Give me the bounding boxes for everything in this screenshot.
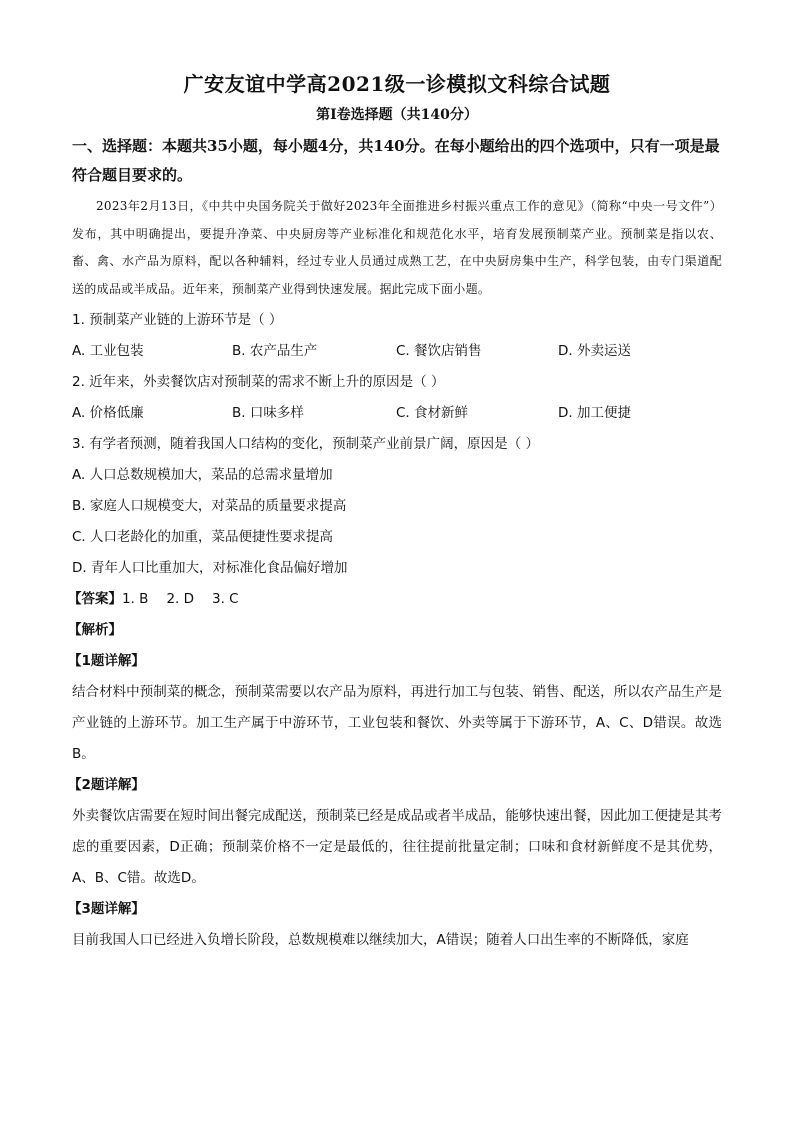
- exam-subtitle: 第Ⅰ卷选择题（共140分）: [316, 107, 478, 123]
- exam-title: 广安友谊中学高2021级一诊模拟文科综合试题: [183, 72, 611, 96]
- option-b: B. 口味多样: [232, 405, 304, 422]
- question-2-options: [72, 398, 722, 429]
- detail-3-tag: 【3题详解】: [68, 901, 145, 918]
- option-b: B. 家庭人口规模变大，对菜品的质量要求提高: [72, 498, 347, 515]
- option-c: C. 食材新鲜: [396, 405, 469, 422]
- answer-item: 1. B: [122, 591, 149, 608]
- option-d: D. 青年人口比重加大，对标准化食品偏好增加: [72, 560, 348, 577]
- section-instructions: 一、选择题：本题共35小题，每小题4分，共140分。在每小题给出的四个选项中，只有一项是最符合题目要求的。: [72, 137, 720, 184]
- answer-item: 3. C: [212, 591, 239, 608]
- option-a: A. 工业包装: [72, 343, 144, 360]
- analysis-tag: 【解析】: [68, 622, 122, 639]
- option-d: D. 加工便捷: [558, 405, 631, 422]
- option-c: C. 餐饮店销售: [396, 343, 482, 360]
- reading-passage: 2023年2月13日，《中共中央国务院关于做好2023年全面推进乡村振兴重点工作的意见》（简称“中央一号文件”）发布，其中明确提出，要提升净菜、中央厨房等产业标准化和规范化水平，培育发展预制菜产业。预制菜是指以农、畜、禽、水产品为原料，配以各种辅料，经过专业人员通过成熟工艺，在中央厨房集中生产，科学包装，由专门渠道配送的成品或半成品。近年来，预制菜产业得到快速发展。据此完成下面小题。: [72, 199, 722, 296]
- answer-tag: 【答案】: [68, 591, 122, 608]
- document-page: [68, 66, 722, 956]
- option-a: A. 人口总数规模加大，菜品的总需求量增加: [72, 467, 333, 484]
- question-1-stem: 1. 预制菜产业链的上游环节是（ ）: [72, 312, 283, 329]
- option-a: A. 价格低廉: [72, 405, 144, 422]
- answer-line: [68, 584, 722, 615]
- option-c: C. 人口老龄化的加重，菜品便捷性要求提高: [72, 529, 334, 546]
- detail-1-text: 结合材料中预制菜的概念，预制菜需要以农产品为原料，再进行加工与包装、销售、配送，所以农产品生产是产业链的上游环节。加工生产属于中游环节，工业包装和餐饮、外卖等属于下游环节，A、C、D错误。故选B。: [72, 684, 722, 763]
- detail-2-text: 外卖餐饮店需要在短时间出餐完成配送，预制菜已经是成品或者半成品，能够快速出餐，因此加工便捷是其考虑的重要因素，D正确；预制菜价格不一定是最低的，往往提前批量定制；口味和食材新鲜度不是其优势，A、B、C错。故选D。: [72, 808, 722, 887]
- option-b: B. 农产品生产: [232, 343, 318, 360]
- question-3-stem: 3. 有学者预测，随着我国人口结构的变化，预制菜产业前景广阔，原因是（ ）: [72, 436, 539, 453]
- detail-3-text: 目前我国人口已经进入负增长阶段，总数规模难以继续加大，A错误；随着人口出生率的不断降低，家庭: [72, 932, 689, 949]
- detail-2-tag: 【2题详解】: [68, 777, 145, 794]
- detail-1-tag: 【1题详解】: [68, 653, 145, 670]
- answer-item: 2. D: [166, 591, 195, 608]
- question-1-options: [72, 336, 722, 367]
- option-d: D. 外卖运送: [558, 343, 631, 360]
- question-2-stem: 2. 近年来，外卖餐饮店对预制菜的需求不断上升的原因是（ ）: [72, 374, 445, 391]
